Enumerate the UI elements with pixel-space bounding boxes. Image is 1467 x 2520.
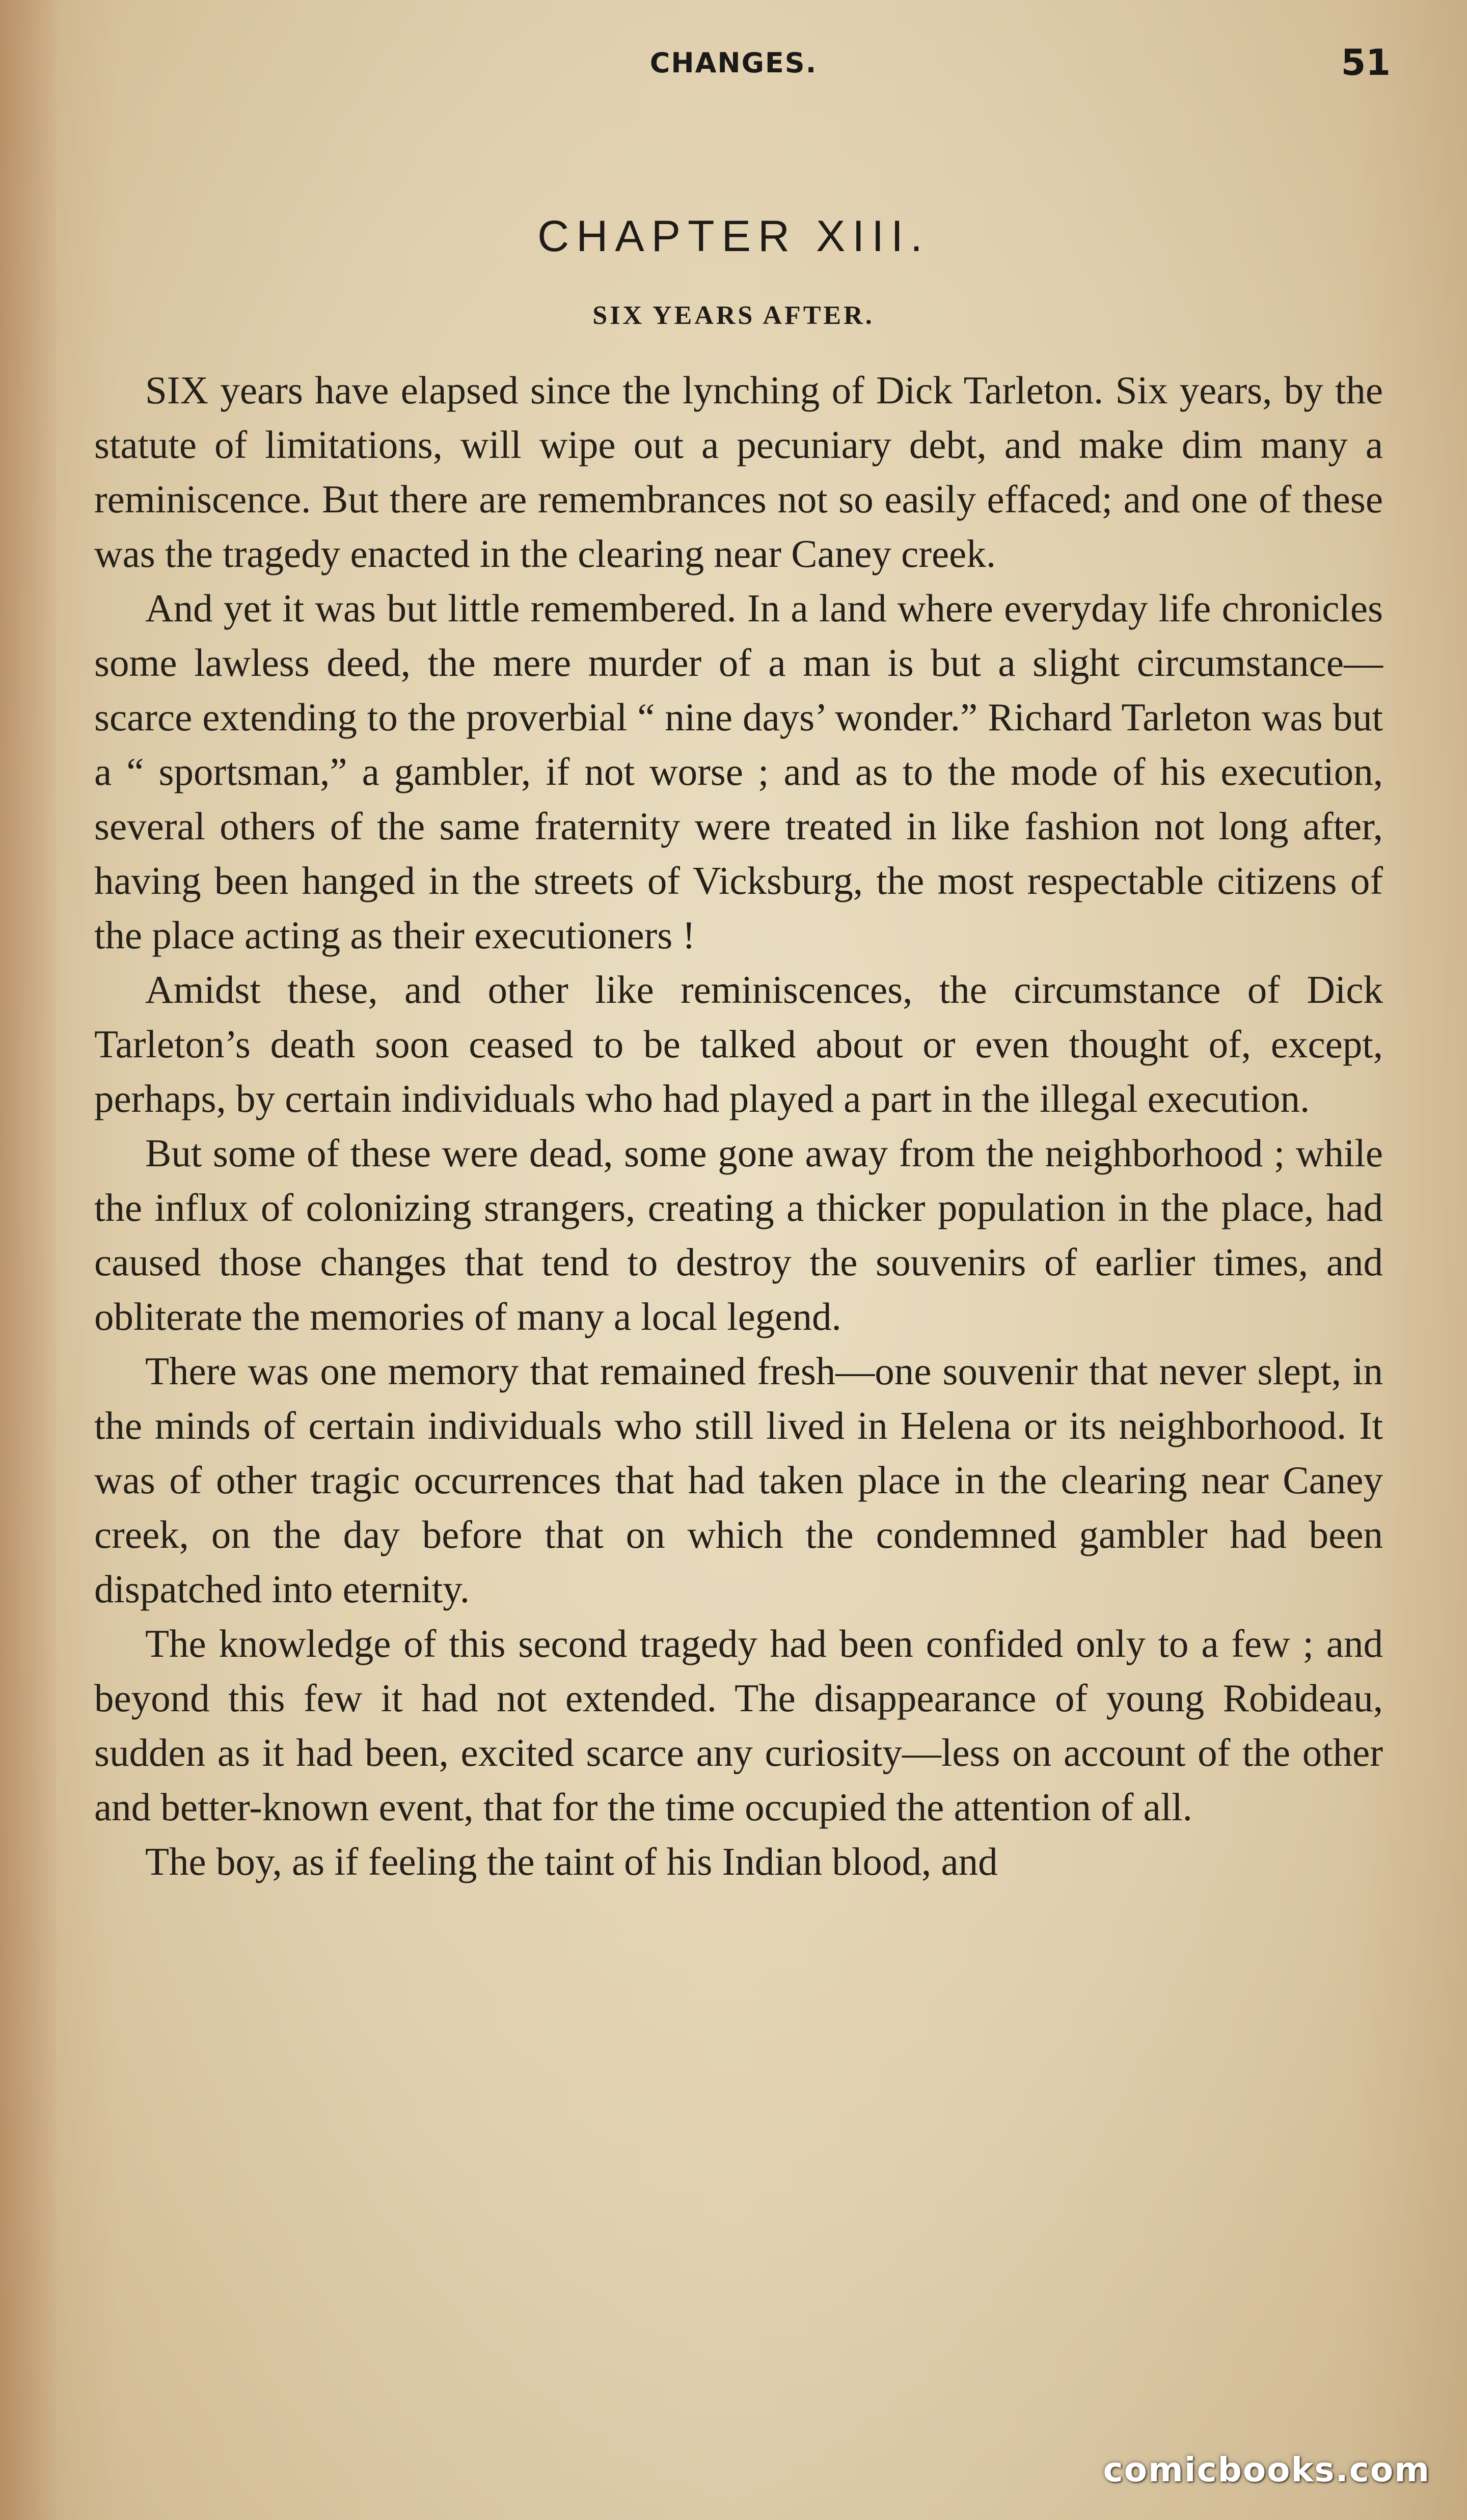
page-gutter-shadow — [0, 0, 56, 2520]
paragraph-5: There was one memory that remained fresh—one souvenir that never slept, in the minds of certain individuals who still lived in Helena or its neighborhood. It was of other tragic occurrences that had taken place in the clearing near Caney creek, on the day before that on which the condemned gambler had been dispatched into eternity. — [94, 1349, 1383, 1611]
paragraph-1: SIX years have elapsed since the lynching of Dick Tarleton. Six years, by the statute of limitations, will wipe out a pecuniary debt, and make dim many a reminiscence. But there are remembrances not so easily effaced; and one of these was the tragedy enacted in the clearing near Caney creek. — [94, 368, 1383, 576]
paragraph-4: But some of these were dead, some gone away from the neighborhood ; while the influx of colonizing strangers, creating a thicker population in the place, had caused those changes that tend to destroy the souvenirs of earlier times, and obliterate the memories of many a local legend. — [94, 1131, 1383, 1338]
paragraph-2: And yet it was but little remembered. In a land where everyday life chronicles some lawless deed, the mere murder of a man is but a slight circumstance—scarce extending to the proverbial “ nine days’ wonder.” Richard Tarleton was but a “ sportsman,” a gambler, if not worse ; and as to the mode of his execution, several others of the same fraternity were treated in like fashion not long after, having been hanged in the streets of Vicksburg, the most respectable citizens of the place acting as their executioners ! — [94, 586, 1383, 957]
chapter-subtitle: SIX YEARS AFTER. — [592, 301, 875, 330]
watermark: comicbooks.com — [1103, 2450, 1430, 2489]
running-head: CHANGES. — [649, 47, 818, 79]
paragraph-3: Amidst these, and other like reminiscences, the circumstance of Dick Tarleton’s death soon ceased to be talked about or even thought of, except, perhaps, by certain individuals who had played a part in the illegal execution. — [94, 968, 1383, 1120]
paragraph-7: The boy, as if feeling the taint of his Indian blood, and — [145, 1840, 998, 1883]
chapter-title: CHAPTER XIII. — [537, 212, 930, 261]
body-text — [94, 363, 1383, 1889]
paragraph-6: The knowledge of this second tragedy had been confided only to a few ; and beyond this few it had not extended. The disappearance of young Robideau, sudden as it had been, excited scarce any curiosity—less on account of the other and better-known event, that for the time occupied the attention of all. — [94, 1622, 1383, 1829]
page-number: 51 — [1341, 42, 1391, 84]
